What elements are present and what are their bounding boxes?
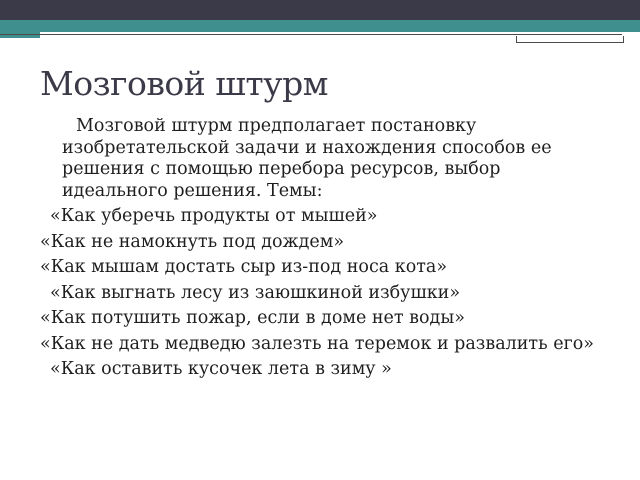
slide-body	[40, 116, 606, 385]
intro-paragraph: Мозговой штурм предполагает постановку изобретательской задачи и нахождения способов ее решения с помощью перебора ресурсов, выбор идеального решения. Темы:	[62, 116, 552, 201]
topic-item: «Как выгнать лесу из заюшкиной избушки»	[50, 282, 461, 303]
topic-item: «Как мышам достать сыр из-под носа кота»	[40, 257, 448, 277]
header-rule-line	[0, 34, 622, 35]
topic-item: «Как уберечь продукты от мышей»	[50, 206, 378, 226]
topic-item: «Как потушить пожар, если в доме нет воды»	[40, 308, 465, 328]
topic-item: «Как не намокнуть под дождем»	[40, 231, 345, 252]
header-dark-band	[0, 0, 640, 20]
topic-item: «Как не дать медведю залезть на теремок и развалить его»	[40, 333, 594, 354]
header-accent-band	[0, 20, 640, 32]
accent-stub	[0, 32, 40, 38]
topic-item: «Как оставить кусочек лета в зиму »	[50, 359, 392, 379]
slide-title: Мозговой штурм	[40, 64, 328, 103]
decorative-corner-box	[516, 36, 624, 43]
